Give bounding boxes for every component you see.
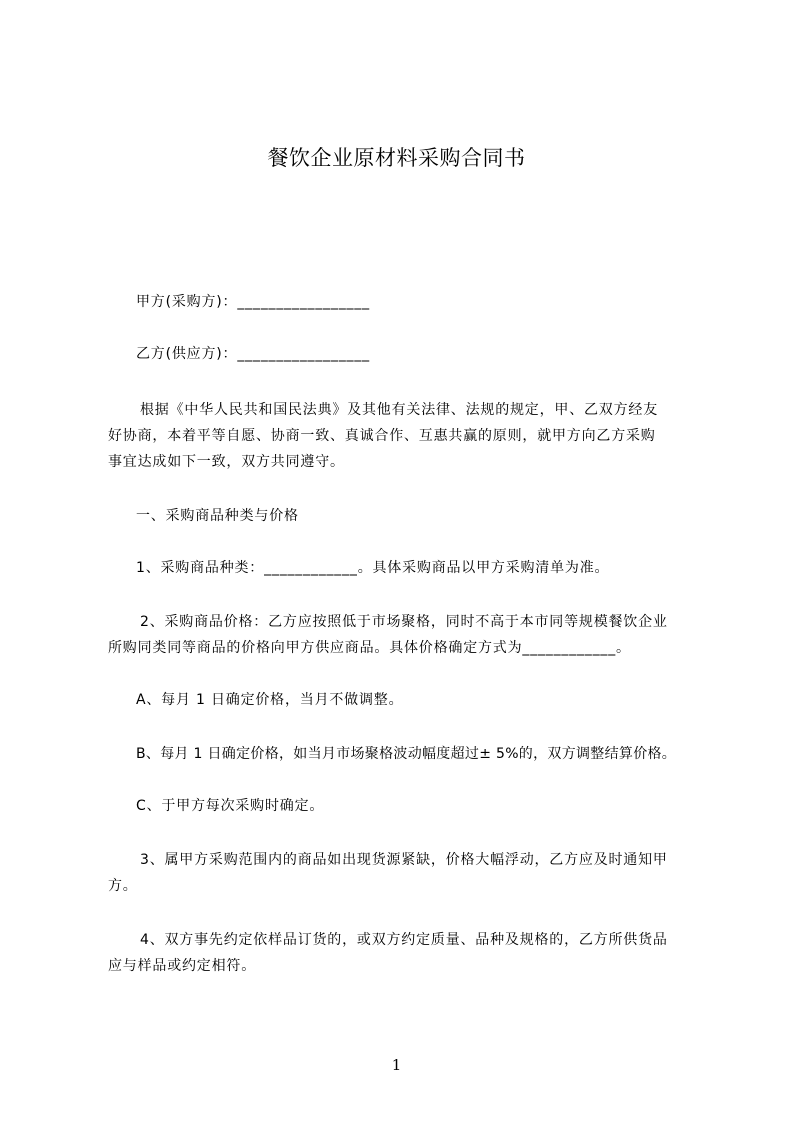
preamble-line: 事宜达成如下一致，双方共同遵守。	[108, 454, 345, 470]
price-option-a: A、每月 1 日确定价格，当月不做调整。	[136, 692, 404, 708]
section-1-heading: 一、采购商品种类与价格	[136, 508, 299, 524]
price-option-b: B、每月 1 日确定价格，如当月市场聚格波动幅度超过± 5%的，双方调整结算价格。	[136, 746, 677, 762]
price-option-c: C、于甲方每次采购时确定。	[136, 798, 325, 814]
page-number: 1	[391, 1056, 402, 1074]
clause-2-line: 2、采购商品价格：乙方应按照低于市场聚格，同时不高于本市同等规模餐饮企业	[140, 614, 668, 630]
preamble-line: 根据《中华人民共和国民法典》及其他有关法律、法规的规定，甲、乙双方经友	[140, 402, 658, 418]
preamble-line: 好协商，本着平等自愿、协商一致、真诚合作、互惠共赢的原则，就甲方向乙方采购	[108, 428, 656, 444]
party-a-line: 甲方(采购方)：_________________	[136, 294, 370, 310]
clause-3-line: 方。	[108, 878, 138, 894]
clause-1: 1、采购商品种类：____________。具体采购商品以甲方采购清单为准。	[136, 560, 610, 576]
party-b-line: 乙方(供应方)：_________________	[136, 346, 370, 362]
clause-2-line: 所购同类同等商品的价格向甲方供应商品。具体价格确定方式为____________。	[108, 640, 631, 656]
clause-4-line: 应与样品或约定相符。	[108, 958, 256, 974]
document-title: 餐饮企业原材料采购合同书	[267, 146, 526, 170]
clause-4-line: 4、双方事先约定依样品订货的，或双方约定质量、品种及规格的，乙方所供货品	[140, 932, 668, 948]
clause-3-line: 3、属甲方采购范围内的商品如出现货源紧缺，价格大幅浮动，乙方应及时通知甲	[140, 852, 668, 868]
